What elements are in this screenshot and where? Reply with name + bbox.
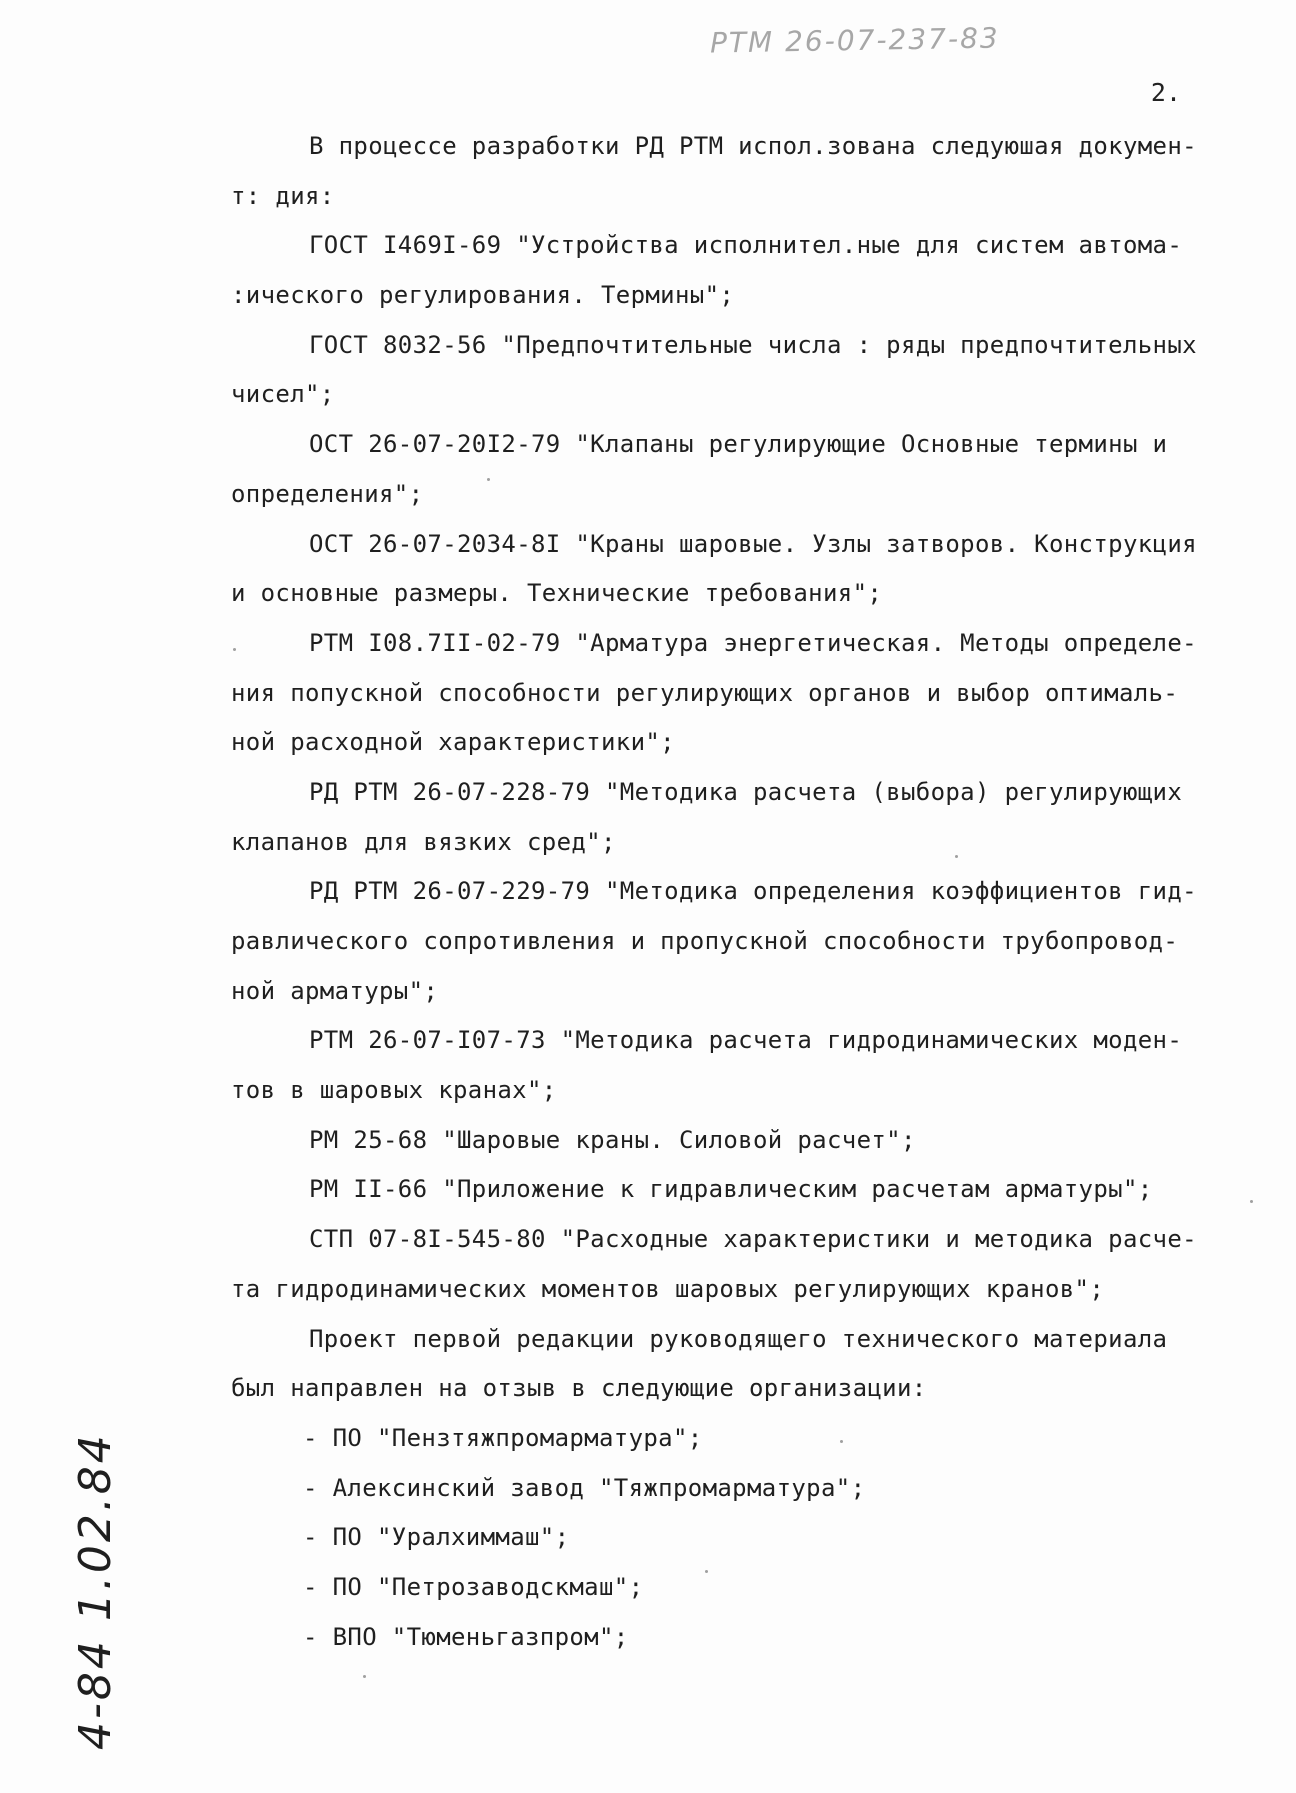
handwritten-date: 4-84 1.02.84 bbox=[70, 1432, 121, 1750]
scan-speck bbox=[487, 478, 490, 481]
text-line: ОСТ 26-07-2034-8I "Краны шаровые. Узлы затворов. Конструкция bbox=[309, 529, 1197, 558]
list-item: - Алексинский завод "Тяжпромарматура"; bbox=[303, 1473, 866, 1502]
list-item: - ПО "Петрозаводскмаш"; bbox=[303, 1572, 644, 1601]
page-number: 2. bbox=[1150, 78, 1181, 107]
text-line: ния попускной способности регулирующих органов и выбор оптималь- bbox=[231, 678, 1179, 707]
text-line: равлического сопротивления и пропускной способности трубопровод- bbox=[231, 927, 1179, 955]
text-line: был направлен на отзыв в следующие организации: bbox=[231, 1374, 927, 1403]
text-line: клапанов для вязких сред"; bbox=[231, 827, 616, 856]
scan-speck bbox=[840, 1440, 843, 1443]
text-line: РД РТМ 26-07-228-79 "Методика расчета (выбора) регулирующих bbox=[309, 777, 1183, 806]
scan-speck bbox=[363, 1675, 366, 1678]
text-line: ной расходной характеристики"; bbox=[231, 728, 675, 757]
scan-speck bbox=[955, 855, 958, 858]
text-line: СТП 07-8I-545-80 "Расходные характеристики и методика расче- bbox=[309, 1225, 1197, 1254]
text-line: РМ 25-68 "Шаровые краны. Силовой расчет"; bbox=[309, 1125, 916, 1154]
list-item: - ПО "Пензтяжпромарматура"; bbox=[303, 1423, 703, 1452]
text-line: и основные размеры. Технические требования"; bbox=[231, 579, 883, 608]
text-line: та гидродинамических моментов шаровых регулирующих кранов"; bbox=[231, 1274, 1105, 1303]
text-line: т: дия: bbox=[231, 181, 335, 210]
scan-speck bbox=[1250, 1200, 1253, 1203]
text-line: РД РТМ 26-07-229-79 "Методика определения коэффициентов гид- bbox=[309, 877, 1197, 906]
list-item: - ПО "Уралхиммаш"; bbox=[303, 1523, 570, 1552]
text-line: ОСТ 26-07-20I2-79 "Клапаны регулирующие Основные термины и bbox=[309, 430, 1168, 459]
handwritten-annotation bbox=[48, 1390, 178, 1790]
document-body bbox=[231, 122, 1247, 1662]
text-line: ной арматуры"; bbox=[231, 976, 439, 1005]
text-line: :ического регулирования. Термины"; bbox=[231, 281, 735, 310]
text-line: РТМ 26-07-I07-73 "Методика расчета гидродинамических моден- bbox=[309, 1026, 1183, 1055]
scan-speck bbox=[233, 648, 236, 651]
scan-speck bbox=[705, 1570, 708, 1573]
text-line: определения"; bbox=[231, 479, 424, 508]
text-line: Проект первой редакции руководящего технического материала bbox=[309, 1324, 1168, 1353]
text-line: ГОСТ 8032-56 "Предпочтительные числа : ряды предпочтительных bbox=[309, 330, 1197, 359]
text-line: ГОСТ I469I-69 "Устройства исполнител.ные для систем автома- bbox=[309, 231, 1183, 260]
text-line: РМ II-66 "Приложение к гидравлическим расчетам арматуры"; bbox=[309, 1175, 1153, 1204]
document-code-stamp: РТМ 26-07-237-83 bbox=[709, 21, 1000, 60]
text-line: тов в шаровых кранах"; bbox=[231, 1076, 557, 1105]
list-item: - ВПО "Тюменьгазпром"; bbox=[303, 1622, 629, 1651]
text-line: В процессе разработки РД РТМ испол.зована следуюшая докумен- bbox=[309, 132, 1197, 160]
text-line: РТМ I08.7II-02-79 "Арматура энергетическая. Методы определе- bbox=[309, 628, 1197, 657]
text-line: чисел"; bbox=[231, 380, 335, 409]
